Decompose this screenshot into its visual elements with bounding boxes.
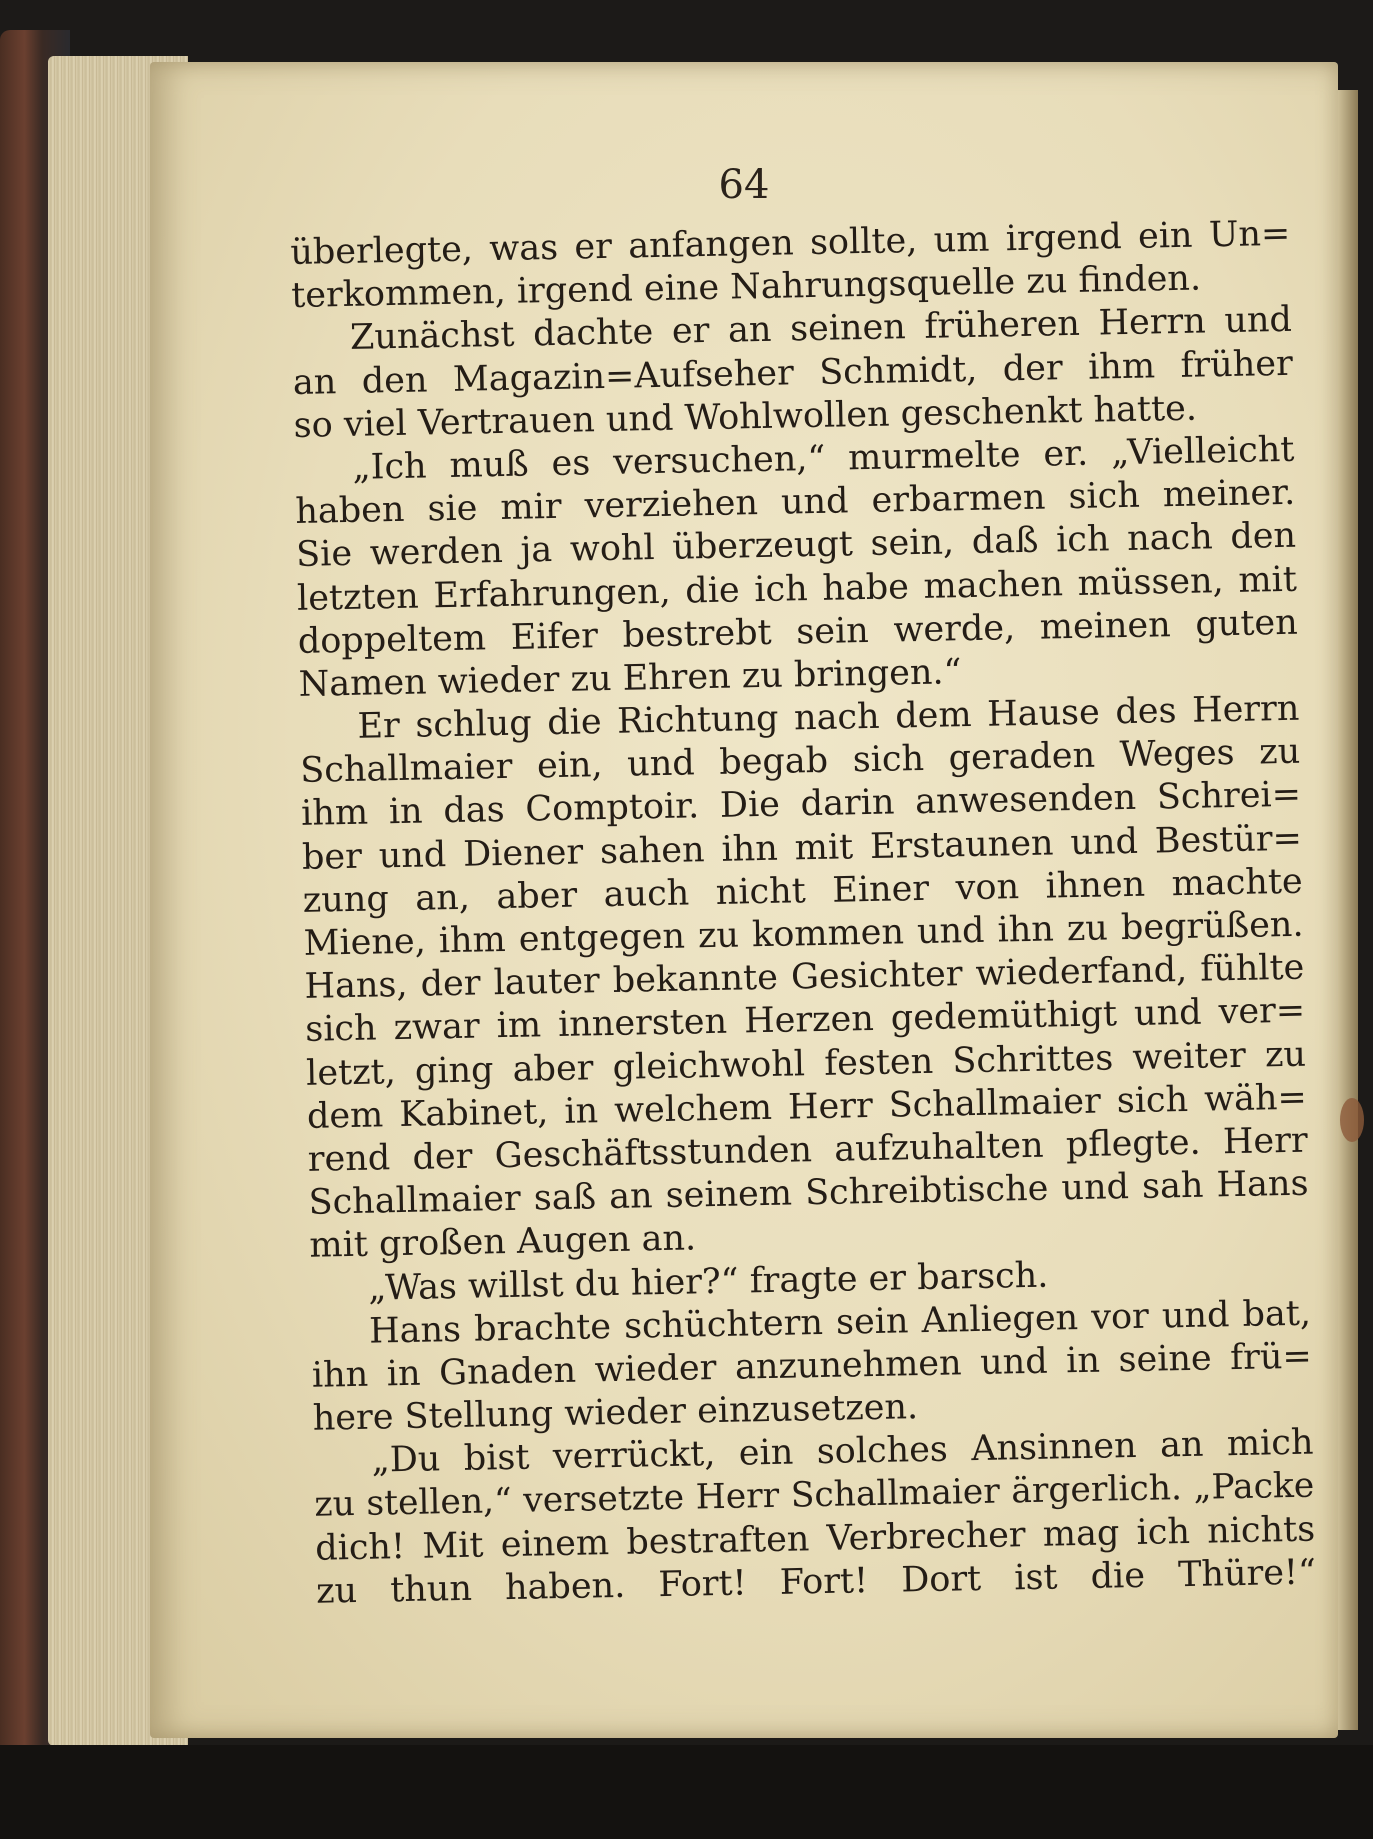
text-line: zu thun haben. Fort! Fort! Dort ist die Thüre!“ (315, 1552, 1317, 1612)
text-line: Hans brachte schüchtern sein Anliegen vor und bat, (368, 1293, 1312, 1352)
text-line: Schallmaier ein, und begab sich geraden Weges zu (299, 731, 1301, 792)
text-line: zu stellen,“ versetzte Herr Schallmaier ärgerlich. „Packe (314, 1466, 1315, 1526)
text-line: Zunächst dachte er an seinen früheren Herrn und (349, 300, 1293, 359)
text-line: ber und Diener sahen ihn mit Erstaunen und Bestür= (301, 818, 1303, 878)
text-line: Er schlug die Richtung nach dem Hause des Herrn (357, 688, 1300, 747)
page-stain (1340, 1098, 1364, 1142)
text-line: zung an, aber auch nicht Einer von ihnen machte (302, 861, 1304, 921)
text-line: mit großen Augen an. (309, 1218, 697, 1267)
body-text (290, 213, 1316, 1614)
text-line: terkommen, irgend eine Nahrungsquelle zu finden. (290, 258, 1202, 317)
book-page (150, 62, 1338, 1738)
background-shadow (0, 1745, 1373, 1839)
text-line: „Du bist verrückt, ein solches Ansinnen an mich (371, 1422, 1314, 1481)
text-line: Schallmaier saß an seinem Schreibtische und sah Hans (308, 1163, 1309, 1223)
text-line: überlegte, was er anfangen sollte, um irgend ein Un= (290, 213, 1291, 273)
text-line: here Stellung wieder einzusetzen. (312, 1387, 919, 1439)
facing-page-edge (1338, 90, 1358, 1730)
text-line: rend der Geschäftsstunden aufzuhalten pflegte. Herr (307, 1120, 1309, 1180)
text-line: ihn in Gnaden wieder anzunehmen und in seine frü= (311, 1336, 1313, 1396)
text-line: sich zwar im innersten Herzen gedemüthigt und ver= (304, 991, 1306, 1051)
text-line: dich! Mit einem bestraften Verbrecher mag ich nichts (314, 1509, 1316, 1569)
text-line: so viel Vertrauen und Wohlwollen geschenkt hatte. (293, 388, 1198, 446)
text-line: letzt, ging aber gleichwohl festen Schrittes weiter zu (305, 1034, 1307, 1094)
text-line: „Ich muß es versuchen,“ murmelte er. „Vielleicht (352, 429, 1295, 488)
text-line: doppeltem Eifer bestrebt sein werde, meinen guten (297, 602, 1299, 662)
text-line: Miene, ihm entgegen zu kommen und ihn zu begrüßen. (303, 904, 1304, 964)
text-line: Hans, der lauter bekannte Gesichter wiederfand, fühlte (304, 947, 1305, 1008)
text-line: Namen wieder zu Ehren zu bringen.“ (298, 652, 962, 705)
text-line: ihm in das Comptoir. Die darin anwesenden Schrei= (300, 775, 1302, 835)
text-line: „Was willst du hier?“ fragte er barsch. (367, 1255, 1049, 1309)
page-number: 64 (718, 162, 770, 208)
text-line: haben sie mir verziehen und erbarmen sich meiner. (294, 472, 1296, 533)
text-line: letzten Erfahrungen, die ich habe machen müssen, mit (296, 559, 1298, 619)
text-line: dem Kabinet, in welchem Herr Schallmaier sich wäh= (306, 1077, 1308, 1137)
text-line: an den Magazin=Aufseher Schmidt, der ihm früher (292, 343, 1294, 403)
text-line: Sie werden ja wohl überzeugt sein, daß ich nach den (295, 516, 1297, 576)
